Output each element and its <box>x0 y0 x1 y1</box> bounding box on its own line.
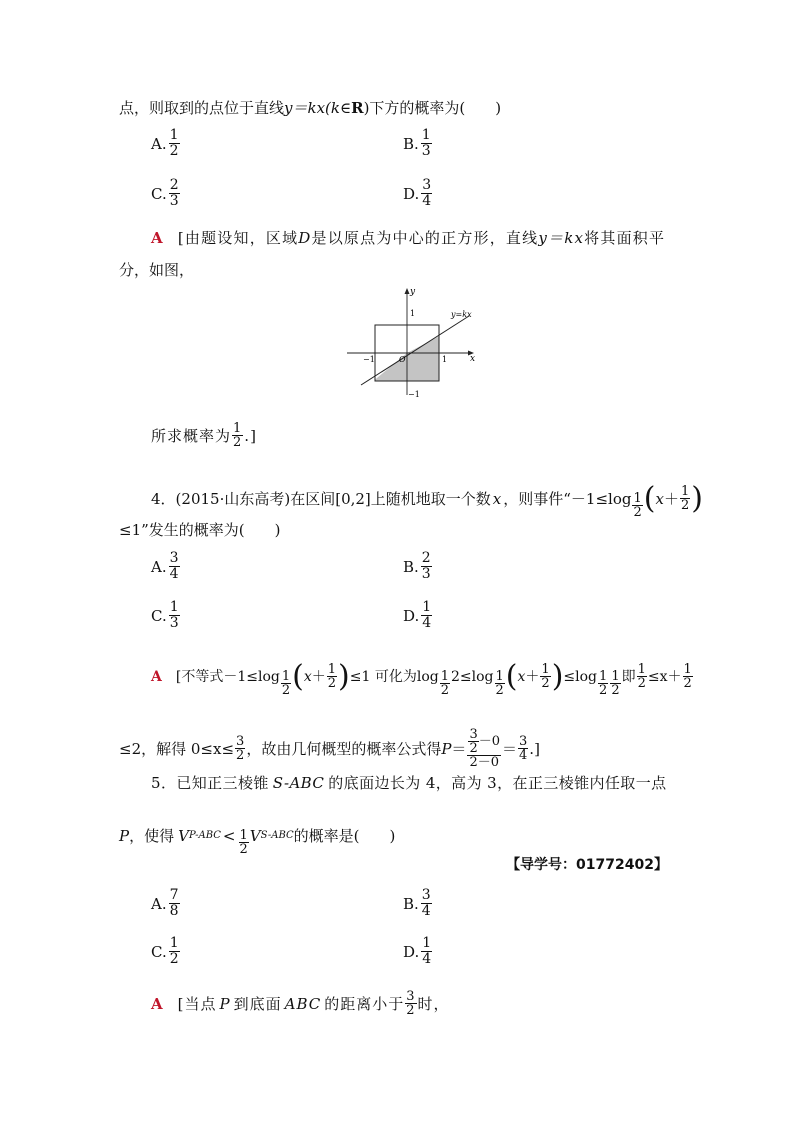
p3-solution-cont <box>119 260 194 280</box>
sol-text: 所求概率为 <box>151 426 232 445</box>
frac-num: 1 <box>421 127 431 143</box>
p3-stem-intro: 点，则取到的点位于直线 <box>119 99 285 117</box>
frac-num: 3 <box>406 989 416 1004</box>
stem-source: 山东高考 <box>224 489 285 508</box>
right-paren: ) <box>551 658 564 694</box>
origin-label: O <box>399 355 406 364</box>
option-label: D. <box>403 942 420 961</box>
frac-den: 2 <box>281 683 291 698</box>
stem-text: ，则事件“－1≤log <box>503 489 632 508</box>
stem-text: 4．(2015· <box>151 489 225 508</box>
frac-den: 2 <box>169 143 179 159</box>
subscript: P-ABC <box>188 829 221 841</box>
p4-option-a <box>151 551 181 582</box>
p4-option-c <box>151 600 181 631</box>
frac-num: 2 <box>169 177 179 193</box>
sol-text: 将其面积平 <box>584 229 666 247</box>
option-label: D. <box>403 184 420 203</box>
frac-den: 4 <box>422 615 432 631</box>
frac-den: 3 <box>169 615 179 631</box>
sol-text: ＝ <box>502 739 518 758</box>
sol-text: 的距离小于 <box>324 994 405 1013</box>
right-paren: ) <box>338 658 350 694</box>
frac-num: 1 <box>233 421 243 436</box>
frac-den: 3 <box>169 193 179 209</box>
stem-var: S-ABC <box>272 774 325 792</box>
answer-letter: A <box>151 994 164 1013</box>
sol-var: ABC <box>284 994 322 1013</box>
sol-text: ＋ <box>525 668 540 685</box>
stem-var: x <box>655 489 664 508</box>
frac-num: －0 <box>478 734 500 749</box>
sol-text: ≤log <box>563 668 598 685</box>
option-label: C. <box>151 606 167 625</box>
frac-den: 4 <box>421 903 431 919</box>
p3-option-a <box>151 128 181 159</box>
guide-text: 【导学号：01772402】 <box>506 857 668 873</box>
p5-option-a <box>151 888 181 919</box>
answer-letter: A <box>151 668 162 685</box>
stem-text: 5．已知正三棱锥 <box>151 774 269 792</box>
p3-solution <box>151 228 665 248</box>
p3-option-d <box>403 178 433 209</box>
frac-num: 1 <box>169 127 179 143</box>
frac-den: 2 <box>599 683 608 698</box>
frac-den: 2 <box>469 741 478 756</box>
frac-num: 3 <box>169 550 179 566</box>
option-label: C. <box>151 184 167 203</box>
frac-den: 2 <box>406 1003 416 1018</box>
p5-stem <box>151 773 667 793</box>
frac-den: 2 <box>680 498 690 513</box>
left-paren: ( <box>292 658 304 694</box>
frac-den: 2 <box>633 505 642 520</box>
stem-var: V <box>249 826 261 845</box>
p3-stem <box>119 98 501 118</box>
frac-den: 2 <box>233 435 243 450</box>
p5-option-d <box>403 936 433 967</box>
frac-num: 1 <box>637 662 646 677</box>
sol-text: 即 <box>621 668 636 685</box>
frac-den: 2 <box>637 676 646 691</box>
sol-text: ≤1 可化为log <box>349 668 439 685</box>
p3-stem-tail: )下方的概率为( ) <box>363 99 502 117</box>
stem-text: )在区间[0,2]上随机地取一个数 <box>284 489 491 508</box>
frac-den: 3 <box>421 566 431 582</box>
frac-den: 4 <box>519 748 528 763</box>
sol-text: 2≤log <box>451 668 494 685</box>
option-label: A. <box>151 134 167 153</box>
x-axis-label: x <box>470 354 476 364</box>
p4-solution <box>151 656 694 697</box>
sol-var: x <box>303 668 312 685</box>
frac-den: 2 <box>683 676 692 691</box>
frac-num: 1 <box>422 935 432 951</box>
answer-letter: A <box>151 229 164 247</box>
frac-num: 1 <box>683 662 692 677</box>
frac-num: 1 <box>422 599 432 615</box>
stem-text: ，使得 <box>129 826 175 845</box>
frac-num: 3 <box>469 727 478 742</box>
stem-var: x <box>492 489 502 508</box>
frac-num: 7 <box>169 887 179 903</box>
p3-option-b <box>403 128 433 159</box>
frac-num: 1 <box>440 669 449 684</box>
square-region-figure <box>343 283 483 403</box>
frac-den: 4 <box>169 566 179 582</box>
sol-var: y＝kx <box>538 229 585 247</box>
left-paren: ( <box>505 658 518 694</box>
sol-var: D <box>298 229 312 247</box>
frac-num: 3 <box>236 734 245 749</box>
subscript: S-ABC <box>260 829 294 841</box>
frac-den: 4 <box>422 193 432 209</box>
right-paren: ) <box>691 480 703 516</box>
frac-den: 2 <box>541 676 550 691</box>
p5-option-b <box>403 888 433 919</box>
left-paren: ( <box>643 480 656 516</box>
frac-num: 3 <box>519 734 528 749</box>
sol-text: [由题设知，区域 <box>177 229 299 247</box>
frac-den: 2 <box>236 748 245 763</box>
frac-num: 1 <box>169 935 179 951</box>
stem-text: < <box>222 826 236 845</box>
sol-var: P <box>441 739 452 758</box>
tick-x-pos: 1 <box>442 355 448 364</box>
frac-num: 3 <box>421 887 431 903</box>
sol-text: ＝ <box>451 739 467 758</box>
sol-text: ≤2，解得 0≤x≤ <box>119 739 235 758</box>
option-label: B. <box>403 134 419 153</box>
frac-num: 1 <box>239 828 248 843</box>
frac-num: 1 <box>327 662 337 677</box>
frac-num: 1 <box>169 599 179 615</box>
sol-text: 到底面 <box>233 994 282 1013</box>
sol-text: .] <box>529 739 540 758</box>
stem-text: ≤1”发生的概率为( ) <box>119 521 281 539</box>
stem-text: ＋ <box>663 489 679 508</box>
frac-num: 1 <box>680 484 690 499</box>
p5-stem-cont <box>119 815 395 856</box>
frac-den: 2 <box>611 683 620 698</box>
sol-text: 分，如图， <box>119 261 195 279</box>
sol-var: x <box>517 668 526 685</box>
p4-solution-cont <box>119 728 540 769</box>
frac-num: 1 <box>611 669 620 684</box>
stem-text: 的底面边长为 4，高为 3，在正三棱锥内任取一点 <box>328 774 667 792</box>
p3-conclusion <box>151 422 257 449</box>
line-label: y=kx <box>451 310 472 319</box>
big-fraction <box>467 728 501 769</box>
option-label: B. <box>403 894 419 913</box>
p3-stem-eq: y＝kx(k∈ <box>284 99 352 117</box>
frac-num: 1 <box>633 491 642 506</box>
option-label: A. <box>151 557 167 576</box>
p3-stem-R: R <box>351 99 364 117</box>
frac-den: 2 <box>327 676 337 691</box>
frac-num: 1 <box>281 669 291 684</box>
sol-var: P <box>219 994 231 1013</box>
sol-text: 是以原点为中心的正方形，直线 <box>311 229 539 247</box>
frac-den: 8 <box>169 903 179 919</box>
tick-y-pos: 1 <box>410 309 416 318</box>
p4-stem <box>151 478 703 519</box>
option-label: D. <box>403 606 420 625</box>
sol-text: ，故由几何概型的概率公式得 <box>246 739 442 758</box>
option-label: B. <box>403 557 419 576</box>
p5-solution <box>151 990 450 1017</box>
frac-den: 2－0 <box>469 755 499 770</box>
p4-option-d <box>403 600 433 631</box>
sol-text: 时， <box>417 994 450 1013</box>
frac-num: 1 <box>541 662 550 677</box>
tick-y-neg: −1 <box>408 390 420 399</box>
frac-den: 3 <box>421 143 431 159</box>
frac-num: 1 <box>599 669 608 684</box>
frac-den: 2 <box>169 951 179 967</box>
option-label: C. <box>151 942 167 961</box>
tick-x-neg: −1 <box>363 355 375 364</box>
frac-den: 4 <box>422 951 432 967</box>
sol-text: ≤x＋ <box>647 668 682 685</box>
stem-var: P <box>119 826 130 845</box>
y-axis-label: y <box>410 287 416 297</box>
frac-den: 2 <box>495 683 504 698</box>
sol-text: [当点 <box>177 994 217 1013</box>
frac-den: 2 <box>239 842 248 857</box>
p4-stem-cont <box>119 520 281 540</box>
sol-text: [不等式－1≤log <box>175 668 280 685</box>
stem-var: V <box>178 826 189 845</box>
sol-text: ＋ <box>311 668 326 685</box>
frac-num: 1 <box>495 669 504 684</box>
guide-number <box>506 855 668 875</box>
frac-den: 2 <box>440 683 449 698</box>
option-label: A. <box>151 894 167 913</box>
p5-option-c <box>151 936 181 967</box>
p3-option-c <box>151 178 181 209</box>
stem-text: 的概率是( ) <box>293 826 396 845</box>
p4-option-b <box>403 551 433 582</box>
frac-num: 2 <box>421 550 431 566</box>
y-arrow-icon <box>405 288 410 294</box>
frac-num: 3 <box>422 177 432 193</box>
sol-text: .] <box>244 426 257 445</box>
